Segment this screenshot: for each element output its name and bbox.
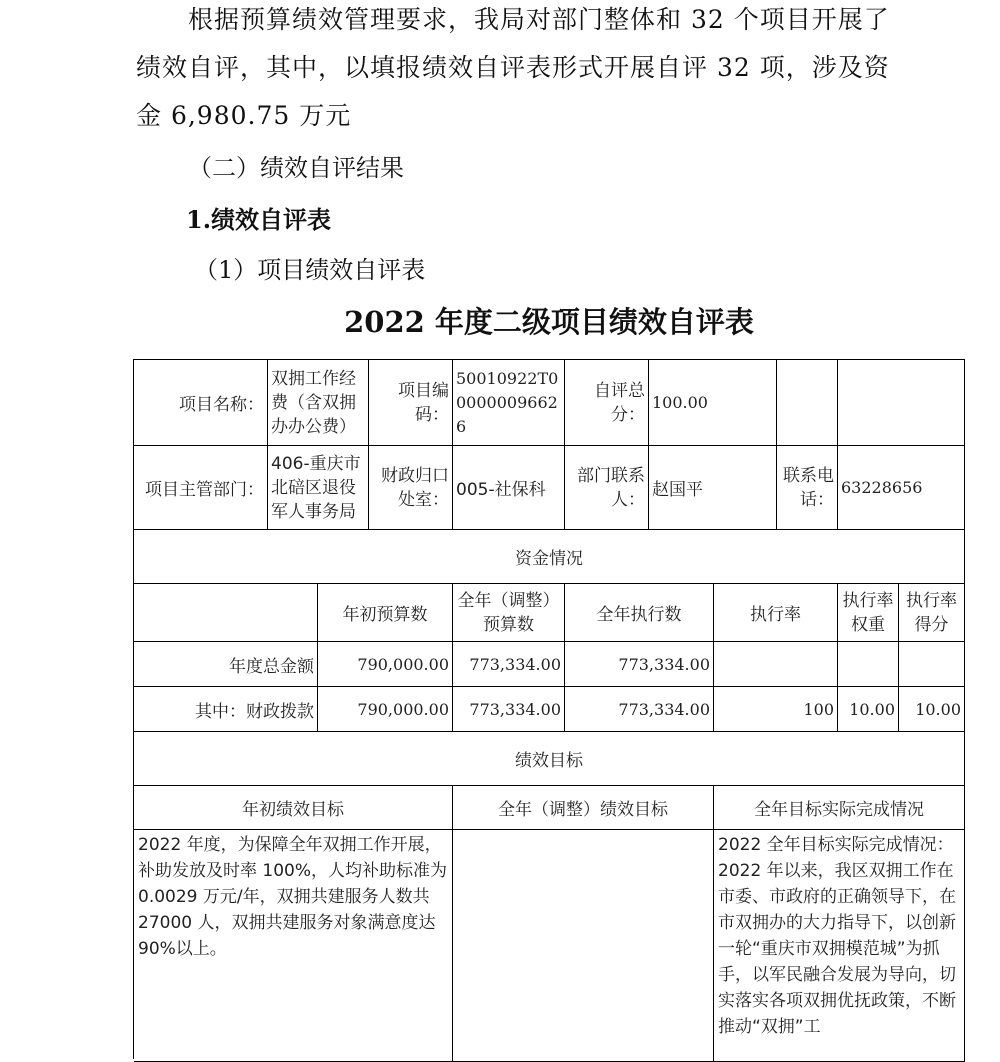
finance-office-label: 财政归口处室： [369, 446, 453, 530]
project-code-label: 项目编码： [369, 360, 453, 446]
intro-paragraph: 根据预算绩效管理要求，我局对部门整体和 32 个项目开展了绩效自评，其中，以填报绩效自评表形式开展自评 32 项，涉及资金 6,980.75 万元 [136, 5, 890, 130]
goals-header-actual: 全年目标实际完成情况 [714, 786, 965, 830]
section-heading: （二）绩效自评结果 [188, 154, 404, 182]
subsection-heading: 1.绩效自评表 [186, 205, 332, 234]
project-name-value: 双拥工作经费（含双拥办办公费） [268, 360, 369, 446]
funds-row-adjusted: 773,334.00 [453, 687, 565, 732]
funds-row-executed: 773,334.00 [565, 687, 714, 732]
funds-row-weight: 10.00 [838, 687, 899, 732]
goals-actual-text: 2022 全年目标实际完成情况：2022 年以来，我区双拥工作在市委、市政府的正确领导下，在市双拥办的大力指导下，以创新一轮“重庆市双拥模范城”为抓手，以军民融合发展为导向，切实落实各项双拥优抚政策，不断推动“双拥”工 [714, 830, 965, 1062]
header-exec-rate: 执行率 [714, 584, 838, 642]
header-rate-weight: 执行率权重 [838, 584, 899, 642]
goals-section-title: 绩效目标 [134, 732, 965, 786]
funds-row-label: 年度总金额 [134, 642, 318, 687]
self-eval-total-label: 自评总分： [565, 360, 649, 446]
funds-row-score: 10.00 [899, 687, 965, 732]
contact-person-label: 部门联系人： [565, 446, 649, 530]
empty-cell [134, 584, 318, 642]
header-adjusted-budget: 全年（调整）预算数 [453, 584, 565, 642]
table-title: 2022 年度二级项目绩效自评表 [344, 305, 754, 339]
funds-row-score [899, 642, 965, 687]
funds-row-exec-rate [714, 642, 838, 687]
funds-row-exec-rate: 100 [714, 687, 838, 732]
contact-phone-label: 联系电话： [777, 446, 838, 530]
contact-phone-value: 63228656 [838, 446, 965, 530]
header-executed: 全年执行数 [565, 584, 714, 642]
funds-row-adjusted: 773,334.00 [453, 642, 565, 687]
funds-section-title: 资金情况 [134, 530, 965, 584]
goals-header-adjusted: 全年（调整）绩效目标 [453, 786, 714, 830]
funds-row-label: 其中：财政拨款 [134, 687, 318, 732]
goals-initial-text: 2022 年度，为保障全年双拥工作开展，补助发放及时率 100%，人均补助标准为 0.0029 万元/年，双拥共建服务人数共 27000 人，双拥共建服务对象满意度达 90%以上。 [134, 830, 453, 1062]
project-code-value: 50010922T000000096626 [453, 360, 565, 446]
empty-cell [838, 360, 965, 446]
finance-office-value: 005-社保科 [453, 446, 565, 530]
self-eval-table [133, 359, 965, 1059]
goals-adjusted-text [453, 830, 714, 1062]
funds-row-initial: 790,000.00 [318, 642, 453, 687]
self-eval-total-value: 100.00 [649, 360, 777, 446]
contact-person-value: 赵国平 [649, 446, 777, 530]
funds-row-initial: 790,000.00 [318, 687, 453, 732]
goals-header-initial: 年初绩效目标 [134, 786, 453, 830]
empty-cell [777, 360, 838, 446]
header-rate-score: 执行率得分 [899, 584, 965, 642]
funds-row-executed: 773,334.00 [565, 642, 714, 687]
dept-label: 项目主管部门： [134, 446, 268, 530]
dept-value: 406-重庆市北碚区退役军人事务局 [268, 446, 369, 530]
header-initial-budget: 年初预算数 [318, 584, 453, 642]
funds-row-weight [838, 642, 899, 687]
item-heading: （1）项目绩效自评表 [194, 256, 426, 284]
project-name-label: 项目名称： [134, 360, 268, 446]
